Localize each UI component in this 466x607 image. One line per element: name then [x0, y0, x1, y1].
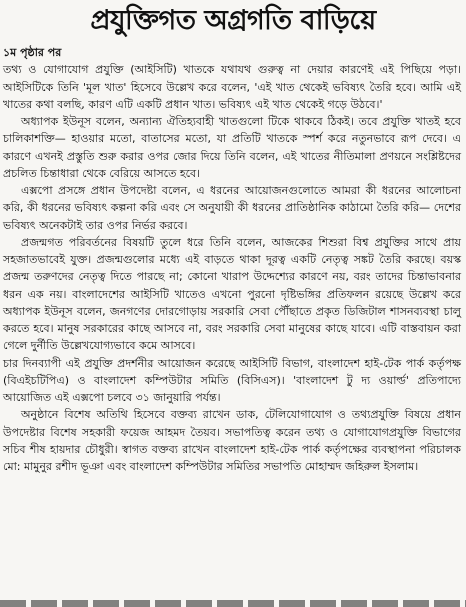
article-paragraph: এক্সপো প্রসঙ্গে প্রধান উপদেষ্টা বলেন, এ ধরনের আয়োজনগুলোতে আমরা কী ধরনের আলোচনা করি, কী ধরনের ভবিষ্যৎ কল্পনা করি এবং সে অনুযায়ী কী ধরনের প্রাতিষ্ঠানিক কাঠামো তৈরি করি— দেশের ভবিষ্যৎ অনেকটাই তার ওপর নির্ভর করবে। [3, 184, 461, 232]
article-body [3, 44, 461, 475]
article-paragraph: চার দিনব্যাপী এই প্রযুক্তি প্রদর্শনীর আয়োজন করেছে আইসিটি বিভাগ, বাংলাদেশ হাই-টেক পার্ক কর্তৃপক্ষ (বিএইচটিপিএ) ও বাংলাদেশ কম্পিউটার সমিতি (বিসিএস)। 'বাংলাদেশ টু দ্য ওয়ার্ল্ড' প্রতিপাদ্যে আয়োজিত এই এক্সপো চলবে ৩১ জানুয়ারি পর্যন্ত। [3, 356, 461, 404]
continued-from-label: ১ম পৃষ্ঠার পর [3, 46, 62, 59]
article-headline: প্রযুক্তিগত অগ্রগতি বাড়িয়ে [90, 5, 376, 36]
article-paragraph: অধ্যাপক ইউনূস বলেন, অন্যান্য ঐতিহ্যবাহী খাতগুলো টিকে থাকবে ঠিকই। তবে প্রযুক্তি খাতই হবে চালিকাশক্তি— হাওয়ার মতো, বাতাসের মতো, যা প্রতিটি খাতকে স্পর্শ করে নতুনভাবে রূপ দেবে। এ কারণে এখনই প্রস্তুতি শুরু করার ওপর জোর দিয়ে তিনি বলেন, এই খাতের নীতিমালা প্রণয়নে সংশ্লিষ্টদের প্রচলিত চিন্তাধারা থেকে বেরিয়ে আসতে হবে। [3, 115, 461, 180]
next-article-cutoff [0, 600, 466, 607]
article-paragraph: অনুষ্ঠানে বিশেষ অতিথি হিসেবে বক্তব্য রাখেন ডাক, টেলিযোগাযোগ ও তথ্যপ্রযুক্তি বিষয়ে প্রধান উপদেষ্টার বিশেষ সহকারী ফয়েজ আহমদ তৈয়ব। সভাপতিত্ব করেন তথ্য ও যোগাযোগপ্রযুক্তি বিভাগের সচিব শীষ হায়দার চৌধুরী। স্বাগত বক্তব্য রাখেন বাংলাদেশ হাই-টেক পার্ক কর্তৃপক্ষের ব্যবস্থাপনা পরিচালক মো: মামুনুর রশীদ ভূঞা এবং বাংলাদেশ কম্পিউটার সমিতির সভাপতি মোহাম্মদ জহিরুল ইসলাম। [3, 408, 461, 473]
paragraph-text: তথ্য ও যোগাযোগ প্রযুক্তি (আইসিটি) খাতকে যথাযথ গুরুত্ব না দেয়ার কারণেই এই পিছিয়ে পড়া। আইসিটিকে তিনি 'মূল খাত' হিসেবে উল্লেখ করে বলেন, 'এই খাত থেকেই ভবিষ্যৎ তৈরি হবে। আমি এই খাতের কথা বলছি, কারণ এটি একটি প্রধান খাত। ভবিষ্যৎ এই খাত থেকেই গড়ে উঠবে।' [3, 63, 461, 111]
article-paragraph: প্রজন্মগত পরিবর্তনের বিষয়টি তুলে ধরে তিনি বলেন, আজকের শিশুরা বিশ্ব প্রযুক্তির সাথে প্রায় সহজাতভাবেই যুক্ত। প্রজন্মগুলোর মধ্যে এই বাড়তে থাকা দূরত্ব একটি নেতৃত্ব সঙ্কট তৈরি করছে। বয়স্ক প্রজন্ম তরুণদের নেতৃত্ব দিতে পারছে না; কোনো খারাপ উদ্দেশ্যের কারণে নয়, বরং তাদের চিন্তাভাবনার ধরন এক নয়। বাংলাদেশের আইসিটি খাতেও এখনো পুরনো দৃষ্টিভঙ্গির প্রতিফলন রয়েছে উল্লেখ করে অধ্যাপক ইউনূস বলেন, জনগণের দোরগোড়ায় সরকারি সেবা পৌঁছাতে প্রকৃত ডিজিটাল শাসনব্যবস্থা চালু করতে হবে। মানুষ সরকারের কাছে আসবে না, বরং সরকারি সেবা মানুষের কাছে যাবে। এটি বাস্তবায়ন করা গেলে দুর্নীতি উল্লেখযোগ্যভাবে কমে আসবে। [3, 235, 461, 353]
article-paragraph [3, 44, 461, 113]
